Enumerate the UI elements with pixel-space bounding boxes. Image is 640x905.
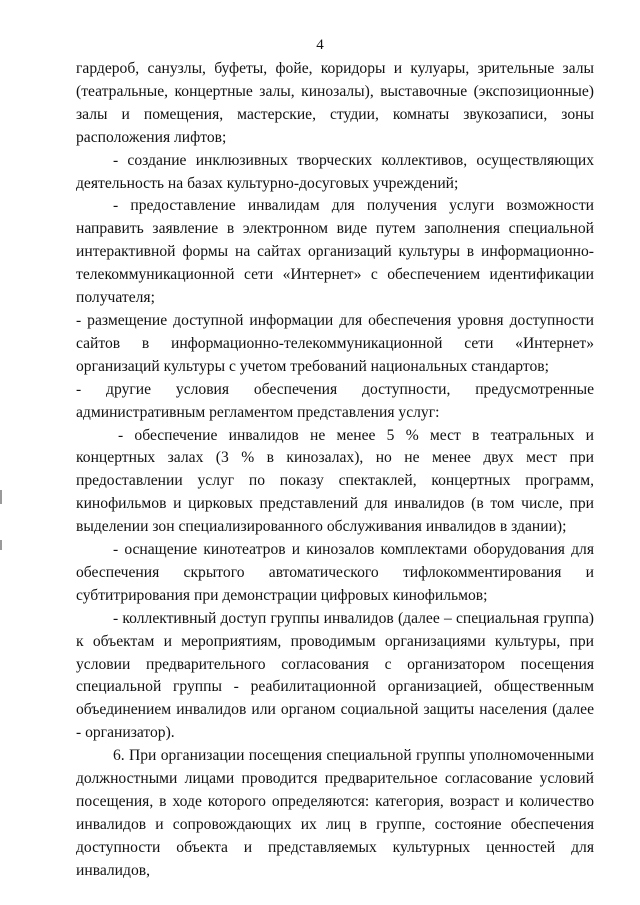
paragraph-cinema-equipment: - оснащение кинотеатров и кинозалов комплектами оборудования для обеспечения скрытого автоматического тифлокомментирования и субтитрирования при демонстрации цифровых кинофильмов; — [76, 541, 594, 604]
body-text — [76, 58, 594, 883]
paragraph-inclusive-collectives: - создание инклюзивных творческих коллективов, осуществляющих деятельность на базах культурно-досуговых учреждений; — [76, 151, 594, 192]
paragraph-website-accessibility: - размещение доступной информации для обеспечения уровня доступности сайтов в информационно-телекоммуникационной сети «Интернет» организаций культуры с учетом требований национальных стандартов; — [76, 311, 594, 375]
paragraph-other-conditions: - другие условия обеспечения доступности, предусмотренные административным регламентом представления услуг: — [76, 380, 594, 421]
paragraph-collective-access: - коллективный доступ группы инвалидов (далее – специальная группа) к объектам и мероприятиям, проводимым организациями культуры, при условии предварительного согласования с организатором посещения специальной группы - реабилитационной организацией, общественным объединением инвалидов или органом социальной защиты населения (далее - организатор). — [76, 609, 594, 742]
paragraph-facility-zones: гардероб, санузлы, буфеты, фойе, коридоры и кулуары, зрительные залы (театральные, концертные залы, кинозалы), выставочные (экспозиционные) залы и помещения, мастерские, студии, комнаты звукозаписи, зоны расположения лифтов; — [76, 60, 594, 146]
scan-artifact — [0, 540, 2, 550]
scan-artifact — [0, 490, 2, 504]
paragraph-section-6: 6. При организации посещения специальной группы уполномоченными должностными лицами проводится предварительное согласование условий посещения, в ходе которого определяются: категория, возраст и количество инвалидов и сопровождающих их лиц в группе, состояние обеспечения доступности объекта и представляемых культурных ценностей для инвалидов, — [76, 747, 594, 879]
paragraph-seat-allocation: - обеспечение инвалидов не менее 5 % мест в театральных и концертных залах (3 % в кинозалах), но не менее двух мест при предоставлении услуг по показу спектаклей, концертных программ, кинофильмов и цирковых представлений для инвалидов (в том числе, при выделении зон специализированного обслуживания инвалидов в здании); — [76, 426, 594, 536]
page-number: 4 — [316, 37, 324, 53]
paragraph-electronic-application: - предоставление инвалидам для получения услуги возможности направить заявление в электронном виде путем заполнения специальной интерактивной формы на сайтах организаций культуры в информационно-телекоммуникационной сети «Интернет» с обеспечением идентификации получателя; — [76, 197, 594, 307]
